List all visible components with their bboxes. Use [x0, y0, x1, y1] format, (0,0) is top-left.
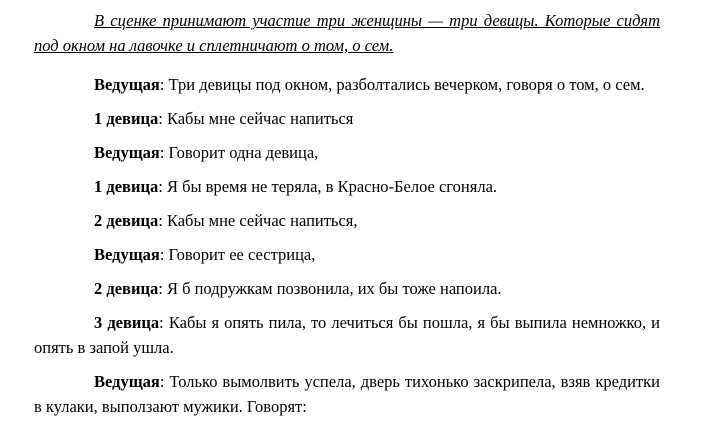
line-text: : Кабы мне сейчас напиться: [158, 109, 354, 128]
line-text: : Я б подружкам позвонила, их бы тоже напоила.: [158, 279, 502, 298]
script-line: [34, 369, 660, 419]
line-text: : Кабы мне сейчас напиться,: [158, 211, 358, 230]
line-text: : Я бы время не теряла, в Красно-Белое сгоняла.: [158, 177, 498, 196]
script-line: [34, 72, 660, 97]
scene-intro: В сценке принимают участие три женщины — три девицы. Которые сидят под окном на лавочке и сплетничают о том, о сем.: [34, 11, 660, 55]
line-text: : Только вымолвить успела, дверь тихонько заскрипела, взяв кредитки в кулаки, выползают мужики. Говорят:: [34, 372, 660, 416]
speaker-name: Ведущая: [94, 143, 160, 162]
script-line: [34, 174, 660, 199]
script-line: [34, 140, 660, 165]
speaker-name: 3 девица: [94, 313, 160, 332]
script-line: [34, 242, 660, 267]
script-line: [34, 106, 660, 131]
line-text: : Говорит ее сестрица,: [159, 245, 316, 264]
script-line: [34, 276, 660, 301]
line-text: : Говорит одна девица,: [159, 143, 319, 162]
speaker-name: 1 девица: [94, 177, 159, 196]
speaker-name: 2 девица: [94, 279, 159, 298]
script-line: [34, 208, 660, 233]
speaker-name: Ведущая: [94, 372, 160, 391]
line-text: : Три девицы под окном, разболтались вечерком, говоря о том, о сем.: [159, 75, 645, 94]
speaker-name: Ведущая: [94, 245, 160, 264]
script-line: [34, 310, 660, 360]
speaker-name: 1 девица: [94, 109, 159, 128]
speaker-name: Ведущая: [94, 75, 160, 94]
line-text: : Кабы я опять пила, то лечиться бы пошла, я бы выпила немножко, и опять в запой ушла.: [34, 313, 660, 357]
document-page: [34, 8, 660, 428]
speaker-name: 2 девица: [94, 211, 159, 230]
